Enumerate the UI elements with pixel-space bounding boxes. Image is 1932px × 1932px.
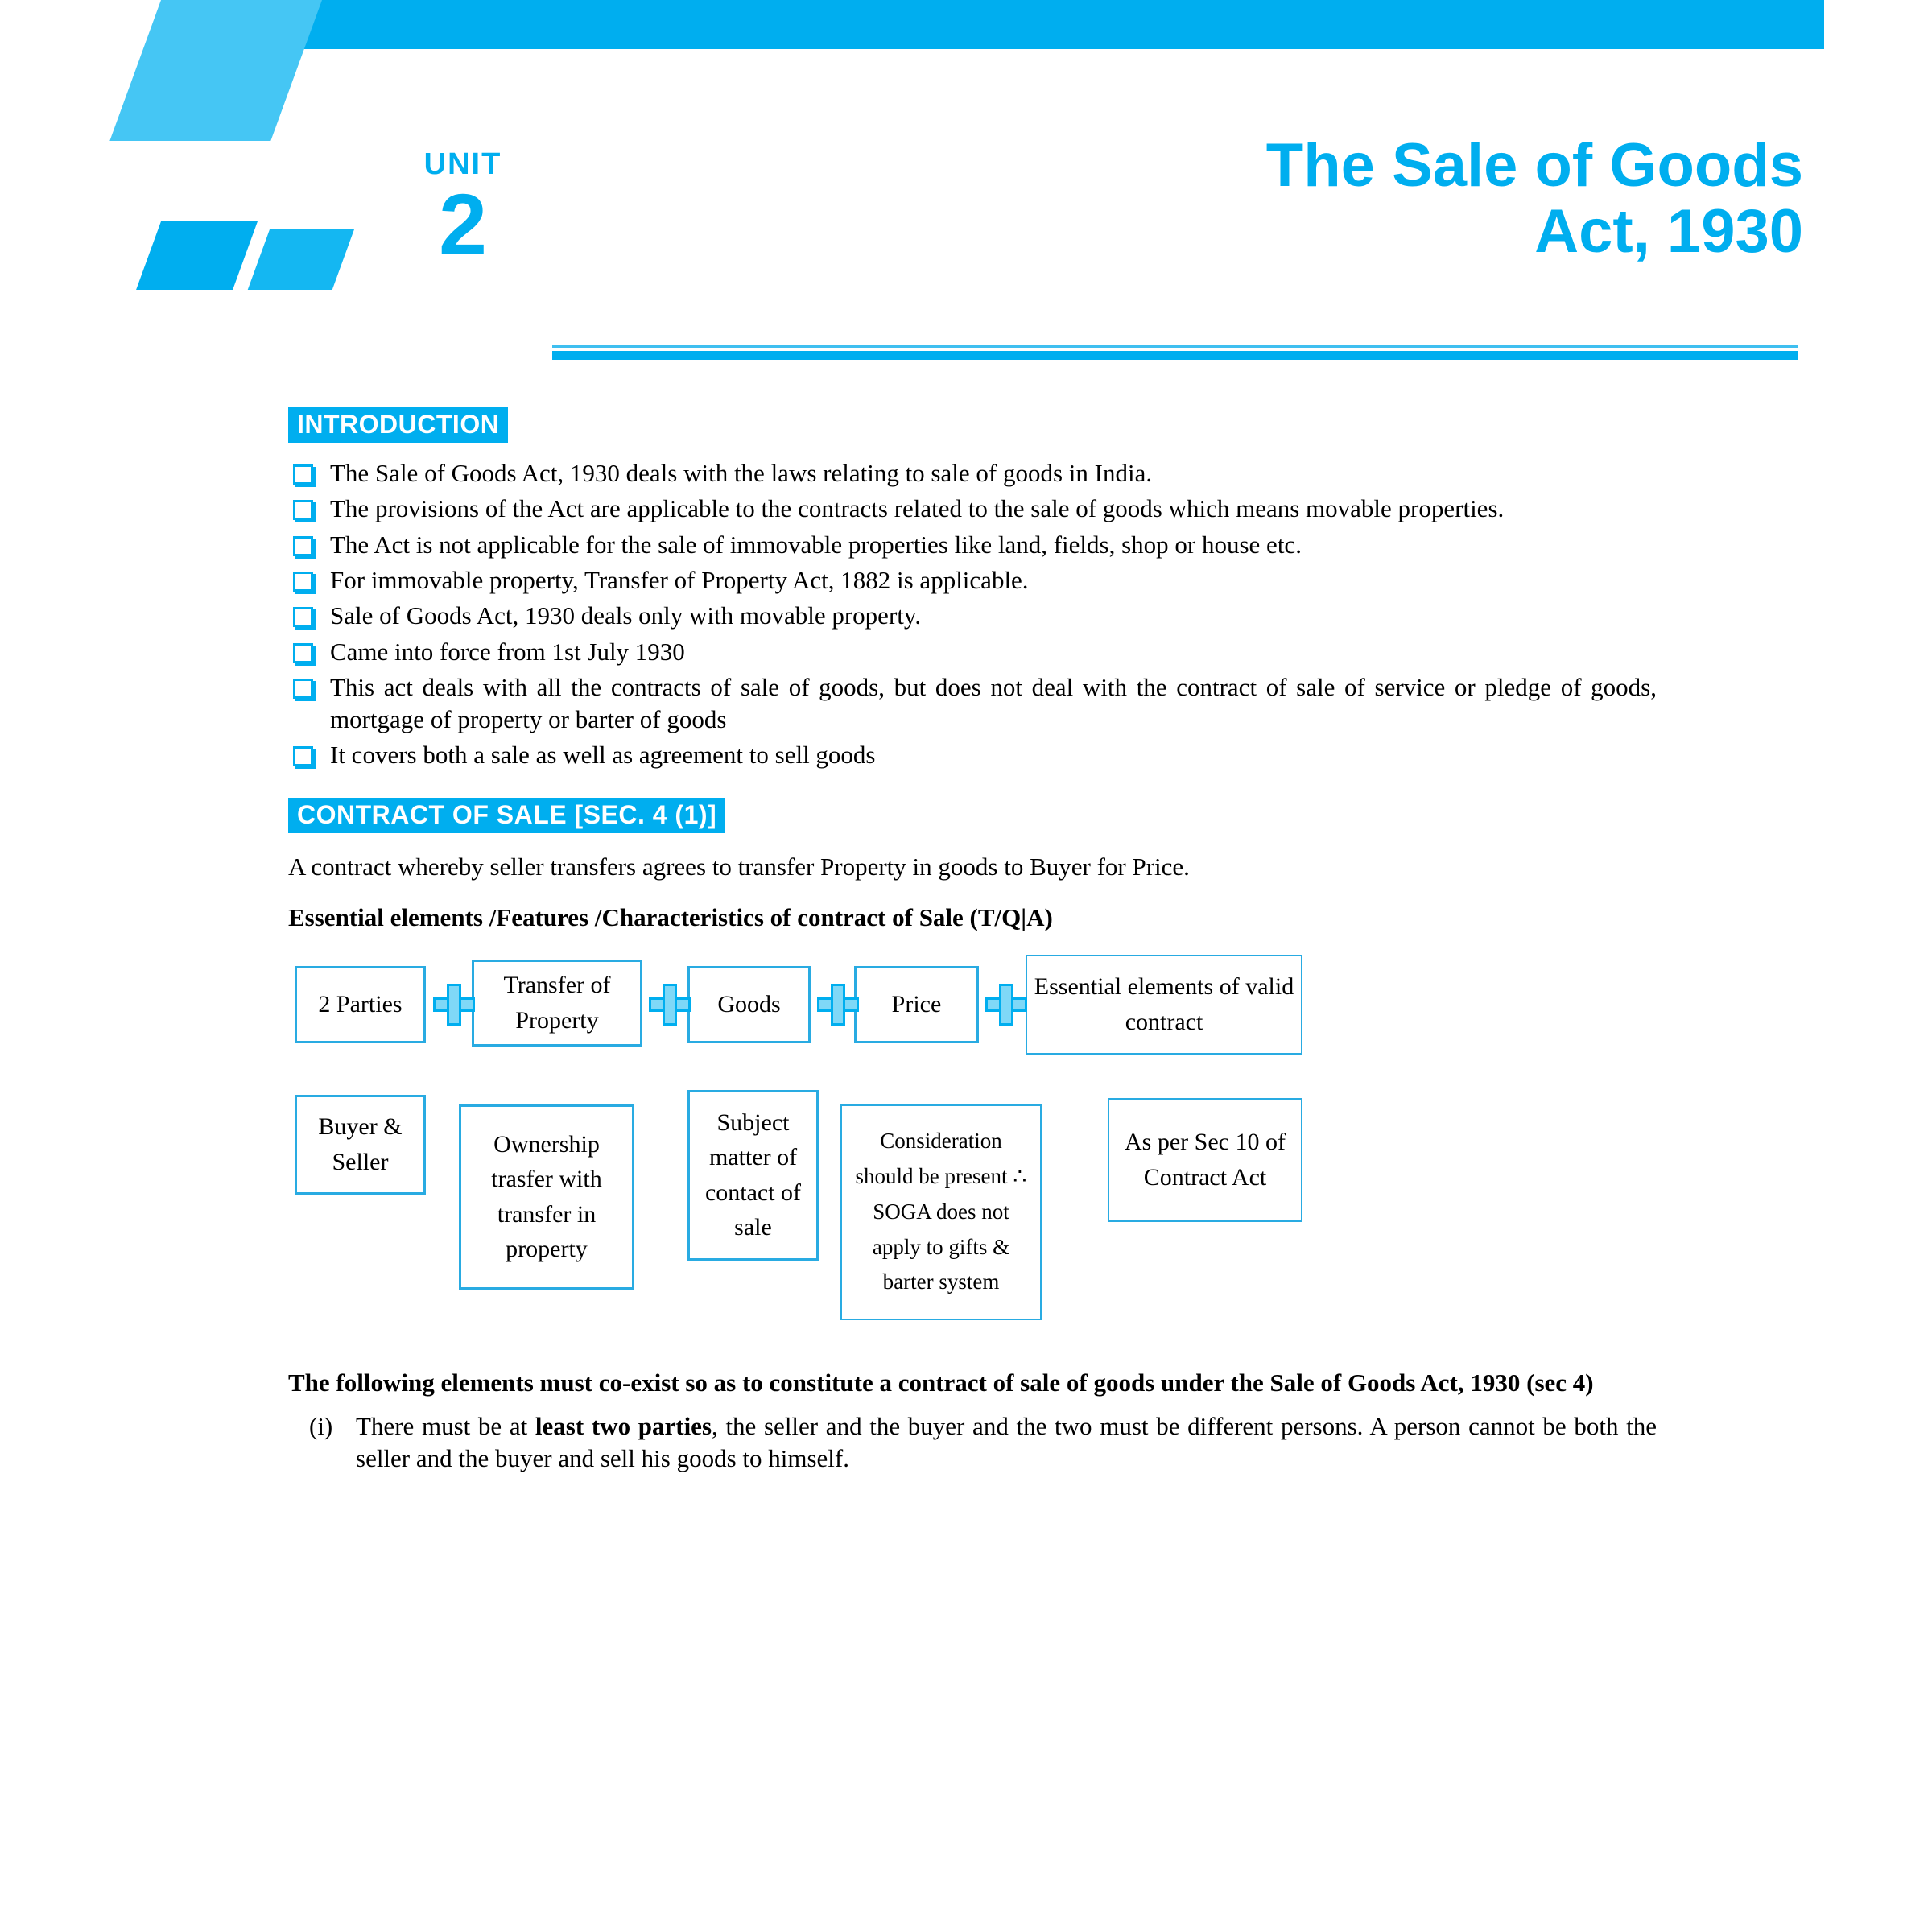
plus-operator-icon-3 — [817, 984, 859, 1026]
list-item — [288, 457, 1657, 489]
page-content — [288, 402, 1657, 1476]
list-item-text: This act deals with all the contracts of sale of goods, but does not deal with the contract of sale of service or pledge of goods, mortgage of property or barter of goods — [330, 673, 1657, 733]
page-title-line-2: Act, 1930 — [1534, 197, 1803, 266]
list-item-text: The Act is not applicable for the sale of immovable properties like land, fields, shop or house etc. — [330, 530, 1302, 559]
list-item-text: Came into force from 1st July 1930 — [330, 637, 685, 666]
square-bullet-icon — [293, 746, 313, 766]
essentials-diagram — [288, 955, 1657, 1357]
list-item-marker: (i) — [309, 1412, 333, 1441]
diagram-bottom-box-2: Ownership trasfer with transfer in property — [459, 1104, 634, 1290]
page-title-line-1: The Sale of Goods — [1265, 131, 1803, 200]
unit-number: 2 — [438, 175, 488, 273]
introduction-heading: INTRODUCTION — [288, 407, 508, 443]
list-item-text: It covers both a sale as well as agreement to sell goods — [330, 740, 876, 769]
list-item-text-bold: least two parties — [535, 1412, 712, 1441]
plus-operator-icon-4 — [985, 984, 1027, 1026]
square-bullet-icon — [293, 572, 313, 592]
diagram-bottom-box-4: Consideration should be present ∴ SOGA does not apply to gifts & barter system — [840, 1104, 1042, 1320]
coexist-heading: The following elements must co-exist so as to constitute a contract of sale of goods under the Sale of Goods Act, 1930 (sec 4) — [288, 1368, 1594, 1397]
header-large-parallelogram — [109, 0, 322, 141]
title-rule-thin — [552, 345, 1798, 348]
diagram-top-box-1: 2 Parties — [295, 966, 426, 1043]
unit-label — [398, 147, 527, 273]
contract-definition: A contract whereby seller transfers agrees to transfer Property in goods to Buyer for Price. — [288, 852, 1190, 881]
square-bullet-icon — [293, 536, 313, 556]
header-small-parallelogram-light — [248, 229, 354, 290]
diagram-top-box-4: Price — [854, 966, 979, 1043]
diagram-bottom-box-5: As per Sec 10 of Contract Act — [1108, 1098, 1302, 1222]
page-title — [757, 133, 1803, 265]
list-item-text: Sale of Goods Act, 1930 deals only with movable property. — [330, 601, 922, 630]
plus-operator-icon-1 — [433, 984, 475, 1026]
list-item — [288, 564, 1657, 596]
list-item — [288, 529, 1657, 560]
header-bar-skew-shape — [302, 0, 1822, 49]
diagram-bottom-box-3: Subject matter of contact of sale — [687, 1090, 819, 1261]
diagram-top-box-2: Transfer of Property — [472, 960, 642, 1046]
list-item-text-after: , the seller and the buyer and the two must be different persons. A person cannot be both the seller and the buyer and sell his goods to himself. — [356, 1412, 1657, 1473]
list-item-text: For immovable property, Transfer of Property Act, 1882 is applicable. — [330, 566, 1029, 595]
plus-operator-icon-2 — [649, 984, 691, 1026]
diagram-top-box-5: Essential elements of valid contract — [1026, 955, 1302, 1055]
list-item — [288, 671, 1657, 735]
diagram-bottom-box-1: Buyer & Seller — [295, 1095, 426, 1195]
square-bullet-icon — [293, 500, 313, 520]
diagram-top-box-3: Goods — [687, 966, 811, 1043]
list-item — [288, 600, 1657, 631]
coexist-points-list — [288, 1410, 1657, 1476]
introduction-bullet-list — [288, 457, 1657, 770]
list-item-text-before: There must be at — [356, 1412, 535, 1441]
list-item — [288, 636, 1657, 667]
essentials-heading: Essential elements /Features /Characteristics of contract of Sale (T/Q|A) — [288, 902, 1053, 931]
square-bullet-icon — [293, 643, 313, 663]
list-item — [288, 739, 1657, 770]
contract-of-sale-heading: CONTRACT OF SALE [SEC. 4 (1)] — [288, 798, 725, 833]
list-item — [288, 493, 1657, 524]
square-bullet-icon — [293, 607, 313, 627]
title-rule-thick — [552, 351, 1798, 360]
list-item-text: The Sale of Goods Act, 1930 deals with the laws relating to sale of goods in India. — [330, 459, 1153, 487]
list-item-text: The provisions of the Act are applicable to the contracts related to the sale of goods which means movable properties. — [330, 494, 1505, 523]
header-small-parallelogram-dark — [136, 221, 258, 290]
contract-heading-wrap — [288, 798, 1657, 833]
introduction-heading-wrap — [288, 407, 1657, 443]
square-bullet-icon — [293, 464, 313, 485]
square-bullet-icon — [293, 679, 313, 699]
list-item — [288, 1410, 1657, 1476]
unit-word: UNIT — [423, 147, 502, 181]
